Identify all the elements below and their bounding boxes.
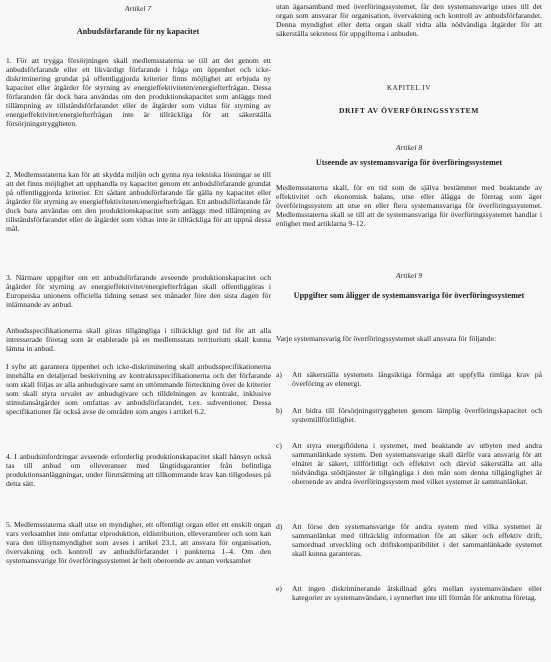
article-9-item-d — [276, 522, 542, 558]
chapter-label: KAPITEL IV — [386, 84, 432, 92]
item-label: a) — [276, 370, 282, 379]
item-label: c) — [276, 441, 282, 450]
item-label: b) — [276, 406, 283, 415]
article-9-title: Uppgifter som åligger de systemansvariga för överföringssystemet — [293, 291, 525, 300]
item-text: Att ingen diskriminerande åtskillnad görs mellan systemanvändare eller kategorier av systemanvändare, i synnerhet inte till förmån för anknutna företag. — [292, 584, 542, 602]
article-9-item-b — [276, 406, 542, 424]
article-9-label: Artikel 9 — [395, 271, 423, 280]
article-8-text: Medlemsstaterna skall, för en tid som de själva bestämmer med beaktande av effektivitet och ekonomisk balans, utse eller ålägga de företag som äger överföringssystem att utse en eller flera systemansvariga för överföringssystemet. Medlemsstaterna skall se till att de systemansvariga för överföringssystemet handlar i enlighet med artiklarna 9–12. — [276, 183, 542, 228]
article-7-para-4: 4. I anbudsinfordringar avseende erforderlig produktionskapacitet skall hänsyn också tas till anbud om elleveranser med långtidsgarantier från befintliga produktionsanläggningar, under förutsättning att tillkommande krav kan tillgodoses på detta sätt. — [6, 452, 271, 488]
article-7-para-5: 5. Medlemsstaterna skall utse en myndighet, ett offentligt organ eller ett enskilt organ vars verksamhet inte omfattar elproduktion, eldistribution, elleverantörer och som kan vara den tillsynsmyndighet som avses i artikel 23.1, att ansvara för organisation, övervakning och kontroll av anbudsförfarandet i punkterna 1–4. Om den systemansvarige för överföringssystemet är helt oberoende av annan verksamhet — [6, 520, 271, 565]
item-text: Att bidra till försörjningstryggheten genom lämplig överföringskapacitet och systemtillförlitlighet. — [292, 406, 542, 424]
article-7-para-3: 3. Närmare uppgifter om ett anbudsförfarande avseende produktionskapacitet och åtgärder för styrning av energieffektivitet/energiefterfrågan skall offentliggöras i Europeiska unionens officiella tidning senast sex månader före den sista dagen för inlämnande av anbud. — [6, 273, 271, 309]
article-7-para-2: 2. Medlemsstaterna kan för att skydda miljön och gynna nya tekniska lösningar se till att det finns möjlighet att upphandla ny kapacitet genom ett anbudsförfarande grundat på offentliggjorda kriterier. Ett sådant anbudsförfarande får gälla ny kapacitet eller åtgärder för styrning av energieffektiviteten/energiefterfrågan. Ett anbudsförfarande får dock bara användas om den produktionskapacitet som anläggs med tillämpning av tillståndsförfarandet eller de åtgärder som vidtas inte är tillräckliga för att uppnå dessa mål. — [6, 170, 271, 233]
item-label: d) — [276, 522, 283, 531]
item-text: Att säkerställa systemets långsiktiga förmåga att uppfylla rimliga krav på överföring av elenergi. — [292, 370, 542, 388]
article-7-para-5-continued: utan ägarsamband med överföringssystemet, får den systemansvarige utses till det organ som ansvarar för organisation, övervakning och kontroll av anbudsförfarandet. Denna myndighet eller detta organ skall vidta alla nödvändiga åtgärder för att säkerställa sekretess för uppgifterna i anbuden. — [276, 2, 542, 38]
article-9-item-e — [276, 584, 542, 602]
item-text: Att förse den systemansvarige för andra system med vilka systemet är sammanlänkat med tillräcklig information för att säker och effektiv drift, samordnad utveckling och driftskompatibilitet i det sammanlänkade systemet skall kunna garanteras. — [292, 522, 542, 558]
chapter-title: DRIFT AV ÖVERFÖRINGSSYSTEM — [338, 106, 480, 115]
article-8-title: Utseende av systemansvariga för överföringssystemet — [315, 158, 503, 167]
item-label: e) — [276, 584, 282, 593]
article-7-para-1: 1. För att trygga försörjningen skall medlemsstaterna se till att det genom ett anbudsförfarande eller ett likvärdigt förfarande i fråga om öppenhet och icke-diskriminering grundat på offentliggjorda kriterier finns möjlighet att erbjuda ny kapacitet eller åtgärder för styrning av energieffektiviteten/energiefterfrågan. Dessa förfaranden får dock bara användas om den produktionskapacitet som anläggs med tillämpning av tillståndsförfarandet eller de åtgärder som vidtas för styrning av energieffektivitet/energiefterfrågan inte är tillräckliga för att säkerställa försörjningstryggheten. — [6, 56, 271, 128]
article-9-item-c — [276, 441, 542, 486]
article-8-label: Artikel 8 — [395, 143, 423, 152]
article-7-para-3c: I syfte att garantera öppenhet och icke-diskriminering skall anbudsspecifikationerna innehålla en detaljerad beskrivning av kontraktsspecifikationerna och det förfarande som skall följas av alla anbudsgivare samt en uttömmande förteckning över de kriterier som skall styra urvalet av anbudsgivare och tilldelningen av kontrakt, inklusive stimulansåtgärder som omfattas av anbudsförfarandet, t.ex. subventioner. Dessa specifikationer får också avse de områden som anges i artikel 6.2. — [6, 362, 271, 416]
article-7-title: Anbudsförfarande för ny kapacitet — [76, 27, 200, 36]
article-7-label: Artikel 7 — [124, 4, 152, 13]
item-text: Att styra energiflödena i systemet, med beaktande av utbyten med andra sammanlänkade system. Den systemansvarige skall därför vara ansvarig för att elnätet är säkert, tillförlitligt och effektivt och därvid säkerställa att alla nödvändiga stödtjänster är tillgängliga i den mån som denna tillgänglighet är oberoende av andra överföringssystem med vilket systemet är sammanlänkat. — [292, 441, 542, 486]
article-7-para-3b: Anbudsspecifikationerna skall göras tillgängliga i tillräckligt god tid för att alla intresserade företag som är etablerade på en medlemsstats territorium skall kunna lämna in anbud. — [6, 326, 271, 353]
right-column — [276, 0, 551, 662]
article-9-intro: Varje systemansvarig för överföringssystemet skall ansvara för följande: — [276, 334, 496, 343]
article-9-item-a — [276, 370, 542, 388]
